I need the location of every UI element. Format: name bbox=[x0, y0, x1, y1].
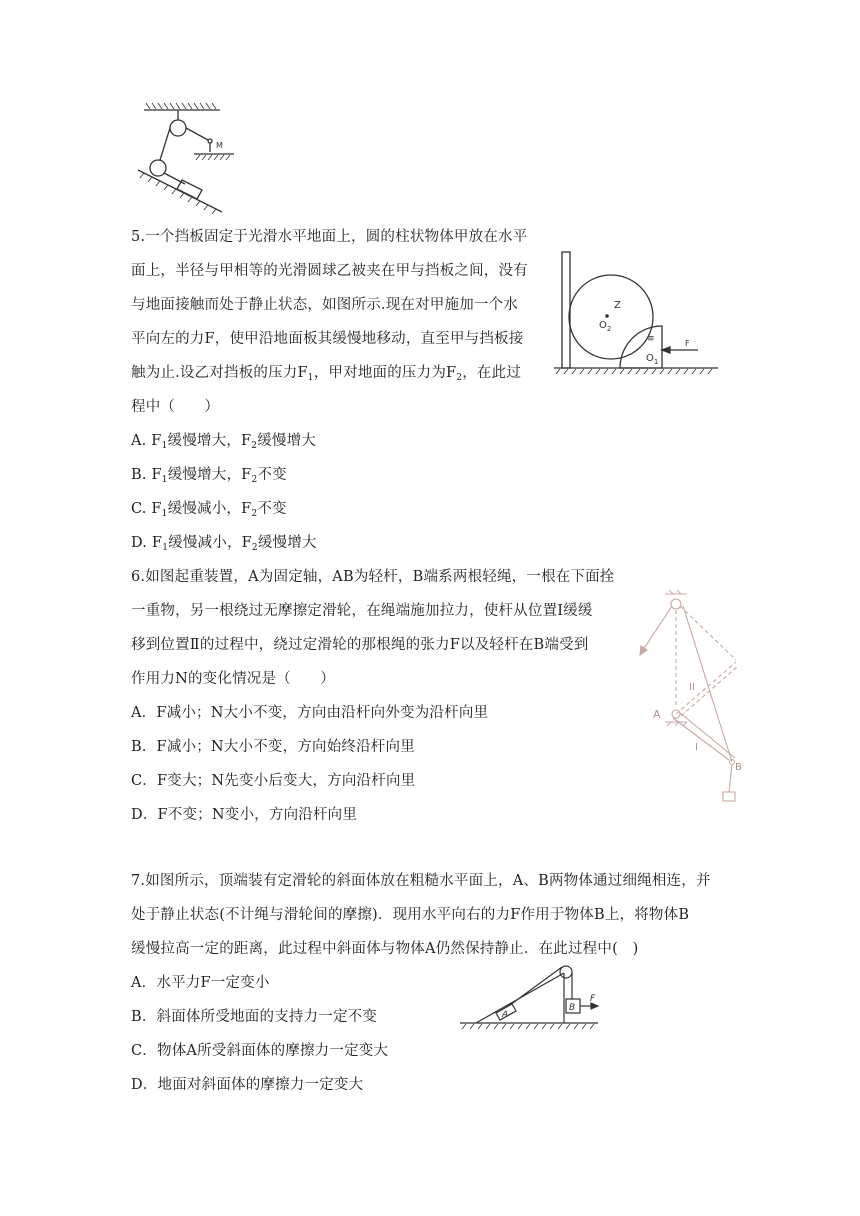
q6-option-d: D．F不变；N变小，方向沿杆向里 bbox=[131, 807, 358, 823]
label-f: F bbox=[590, 994, 596, 1004]
q6-line-3: 移到位置Ⅱ的过程中，绕过定滑轮的那根绳的张力F以及轻杆在B端受到 bbox=[131, 637, 589, 653]
label-yi: Z bbox=[614, 300, 621, 311]
top-pulley-figure bbox=[130, 98, 260, 218]
q6-option-c: C．F变大；N先变小后变大，方向沿杆向里 bbox=[131, 773, 416, 789]
q5-line-2: 面上，半径与甲相等的光滑圆球乙被夹在甲与挡板之间，没有 bbox=[131, 263, 528, 279]
q6-option-b: B．F减小；N大小不变，方向始终沿杆向里 bbox=[131, 739, 415, 755]
label-a: A bbox=[502, 1010, 509, 1020]
label-position-1: I bbox=[695, 742, 698, 753]
q7-option-d: D．地面对斜面体的摩擦力一定变大 bbox=[131, 1077, 364, 1093]
label-o2: $O_2$ bbox=[599, 320, 612, 333]
q6-line-4: 作用力N的变化情况是（ ） bbox=[131, 671, 335, 687]
q6-line-2: 一重物，另一根绕过无摩擦定滑轮，在绳端施加拉力，使杆从位置Ⅰ缓缓 bbox=[131, 603, 593, 619]
q7-line-1: 7.如图所示，顶端装有定滑轮的斜面体放在粗糙水平面上，A、B两物体通过细绳相连，并 bbox=[131, 873, 711, 889]
q5-option-c: C. $F_1$缓慢减小，$F_2$不变 bbox=[131, 501, 287, 519]
label-a: A bbox=[653, 708, 661, 721]
q7-line-3: 缓慢拉高一定的距离，此过程中斜面体与物体A仍然保持静止．在此过程中( ) bbox=[131, 941, 639, 957]
label-o1: $O_1$ bbox=[646, 353, 659, 366]
q6-option-a: A．F减小；N大小不变，方向由沿杆向外变为沿杆向里 bbox=[131, 705, 489, 721]
q7-figure bbox=[458, 963, 618, 1033]
q5-option-d: D. $F_1$缓慢减小，$F_2$缓慢增大 bbox=[131, 535, 317, 553]
q6-figure bbox=[625, 588, 755, 808]
q7-line-2: 处于静止状态(不计绳与滑轮间的摩擦)．现用水平向右的力F作用于物体B上，将物体B bbox=[131, 907, 690, 923]
label-b: B bbox=[569, 1003, 576, 1013]
q6-line-1: 6.如图起重装置，A为固定轴，AB为轻杆，B端系两根轻绳，一根在下面拴 bbox=[131, 569, 615, 585]
q5-line-3: 与地面接触而处于静止状态，如图所示.现在对甲施加一个水 bbox=[131, 297, 519, 313]
q5-line-6: 程中（ ） bbox=[131, 399, 220, 415]
label-jia: ≡ bbox=[647, 334, 655, 344]
q5-figure bbox=[550, 250, 720, 380]
q7-option-a: A．水平力F一定变小 bbox=[131, 975, 270, 991]
q5-line-4: 平向左的力F，使甲沿地面板其缓慢地移动，直至甲与挡板接 bbox=[131, 331, 524, 347]
q5-line-5: 触为止.设乙对挡板的压力$F_1$，甲对地面的压力为$F_2$，在此过 bbox=[131, 365, 522, 383]
label-position-2: II bbox=[689, 682, 695, 693]
label-f: F bbox=[685, 339, 690, 348]
q5-option-b: B. $F_1$缓慢增大，$F_2$不变 bbox=[131, 467, 287, 485]
label-m: M bbox=[216, 141, 223, 150]
q5-option-a: A. $F_1$缓慢增大，$F_2$缓慢增大 bbox=[131, 433, 317, 451]
q5-line-1: 5.一个挡板固定于光滑水平地面上，圆的柱状物体甲放在水平 bbox=[131, 229, 528, 245]
q7-option-c: C．物体A所受斜面体的摩擦力一定变大 bbox=[131, 1043, 389, 1059]
label-b: B bbox=[735, 762, 742, 773]
q7-option-b: B．斜面体所受地面的支持力一定不变 bbox=[131, 1009, 378, 1025]
